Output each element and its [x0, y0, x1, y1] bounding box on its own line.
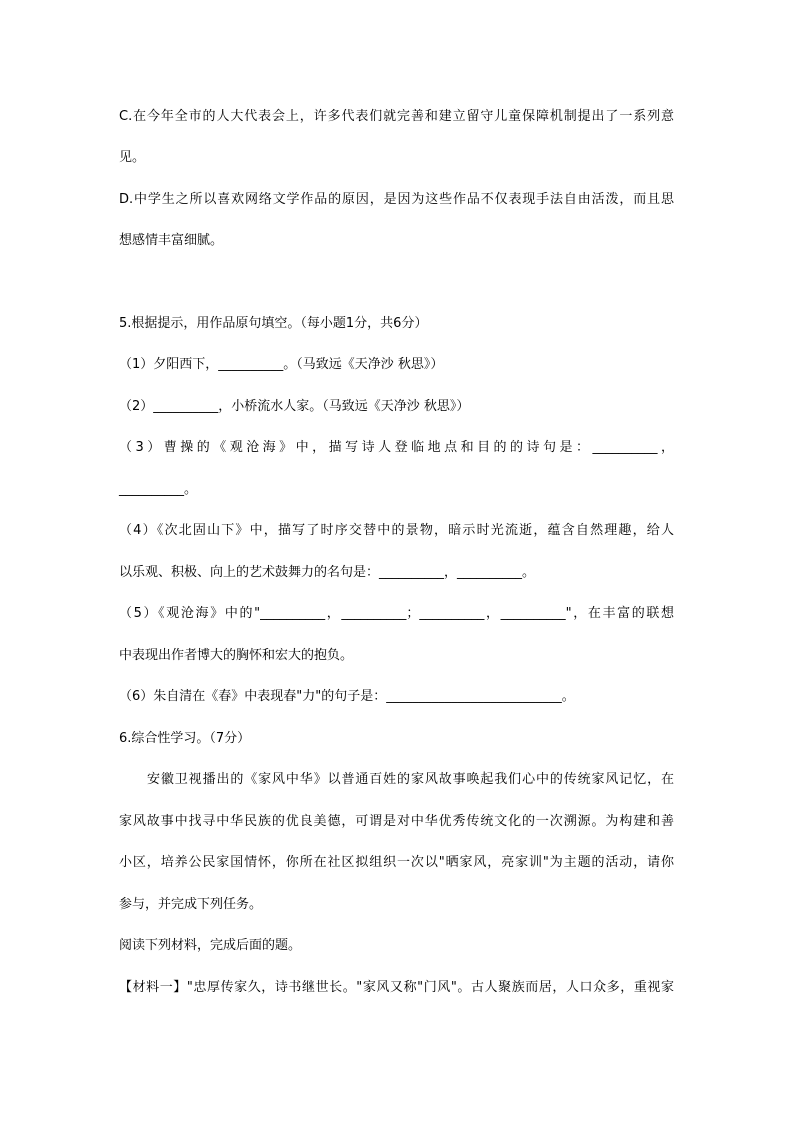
- question-5-heading: 5.根据提示，用作品原句填空。（每小题1分，共6分）: [119, 316, 428, 331]
- option-c-line-2: 见。: [119, 150, 146, 165]
- question-5-item-3-line-1: （3）曹操的《观沧海》中，描写诗人登临地点和目的的诗句是：__________，: [119, 440, 674, 455]
- question-5-item-2: （2）__________，小桥流水人家。（马致远《天净沙 秋思》）: [119, 399, 470, 414]
- option-d-line-1: D.中学生之所以喜欢网络文学作品的原因，是因为这些作品不仅表现手法自由活泼，而且思: [119, 192, 674, 207]
- question-5-item-3-line-2: __________。: [119, 482, 198, 497]
- question-5-item-5-line-2: 中表现出作者博大的胸怀和宏大的抱负。: [119, 648, 354, 663]
- material-one-line-1: 【材料一】"忠厚传家久，诗书继世长。"家风又称"门风"。古人聚族而居，人口众多，重视家: [119, 980, 674, 995]
- question-6-paragraph-line-2: 家风故事中找寻中华民族的优良美德，可谓是对中华优秀传统文化的一次溯源。为构建和善: [119, 814, 674, 829]
- question-5-item-4-line-1: （4）《次北固山下》中，描写了时序交替中的景物，暗示时光流逝，蕴含自然理趣，给人: [119, 523, 674, 538]
- question-5-item-6: （6）朱自清在《春》中表现春"力"的句子是：___________________________。: [119, 689, 575, 704]
- question-6-paragraph-line-4: 参与，并完成下列任务。: [119, 897, 263, 912]
- question-5-item-1: （1）夕阳西下，__________。（马致远《天净沙 秋思》）: [119, 357, 444, 372]
- question-5-item-5-line-1: （5）《观沧海》中的"__________，__________；__________，__________"，在丰富的联想: [119, 606, 674, 621]
- question-6-paragraph-line-3: 小区，培养公民家国情怀，你所在社区拟组织一次以"晒家风，亮家训"为主题的活动，请你: [119, 855, 674, 870]
- question-6-heading: 6.综合性学习。（7分）: [119, 731, 251, 746]
- reading-instruction: 阅读下列材料，完成后面的题。: [119, 938, 302, 953]
- question-6-paragraph-line-1: 安徽卫视播出的《家风中华》以普通百姓的家风故事唤起我们心中的传统家风记忆，在: [147, 772, 674, 787]
- option-c-line-1: C.在今年全市的人大代表会上，许多代表们就完善和建立留守儿童保障机制提出了一系列意: [119, 109, 674, 124]
- question-5-item-4-line-2: 以乐观、积极、向上的艺术鼓舞力的名句是：__________，__________。: [119, 565, 536, 580]
- option-d-line-2: 想感情丰富细腻。: [119, 233, 224, 248]
